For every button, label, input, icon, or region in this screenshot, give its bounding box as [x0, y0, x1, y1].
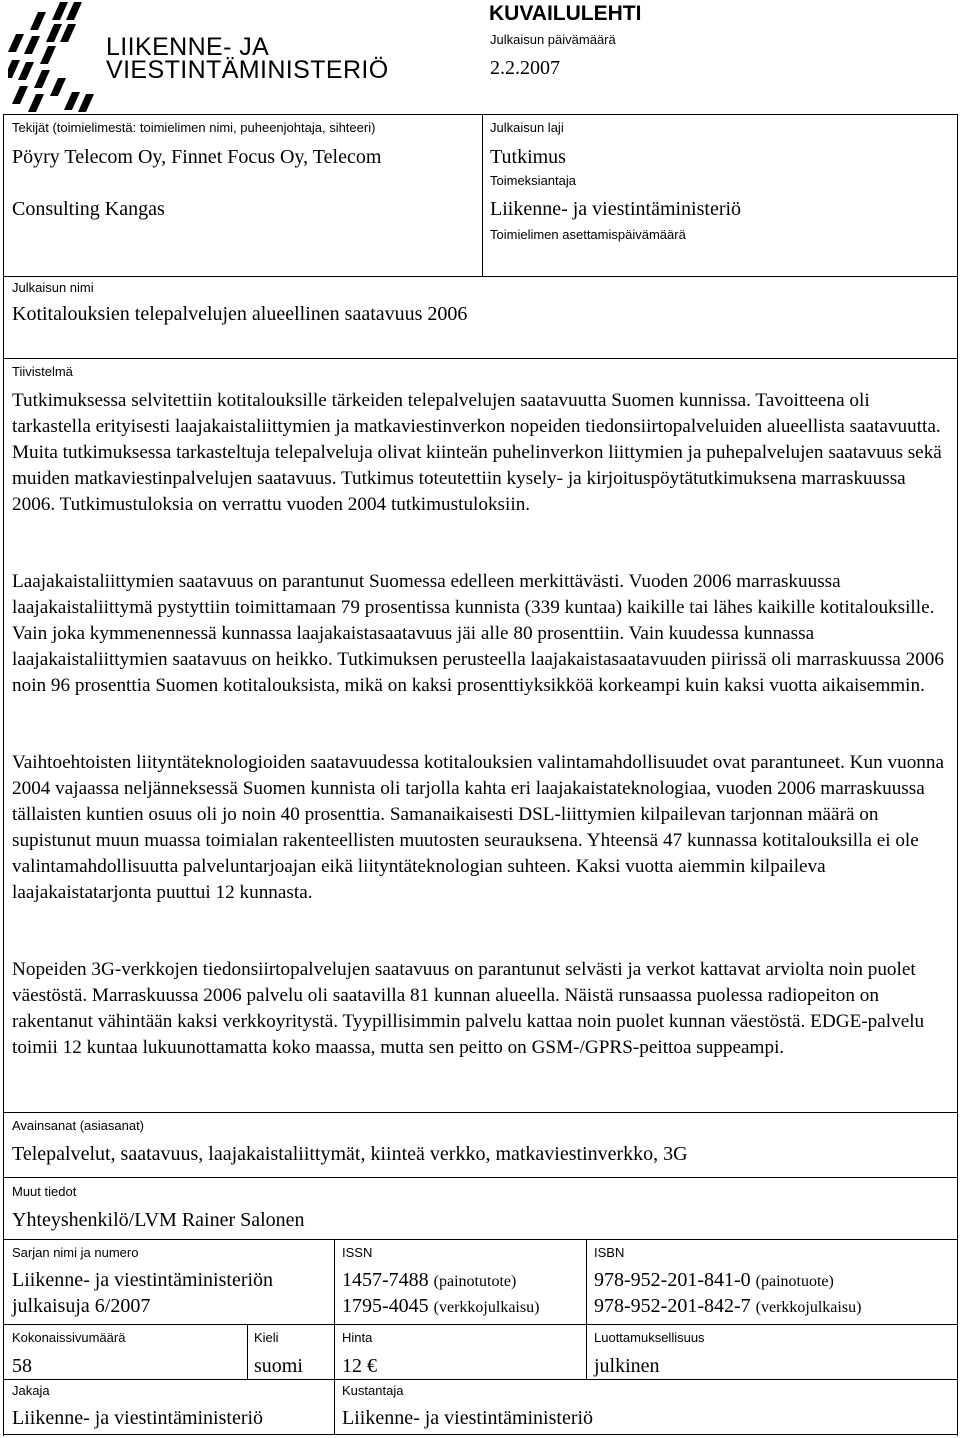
- divider-col-language: [247, 1324, 248, 1379]
- page-count-label: Kokonaissivumäärä: [12, 1330, 126, 1345]
- issn-print-note: (painotutote): [433, 1273, 517, 1290]
- establishment-date-label: Toimielimen asettamispäivämäärä: [490, 227, 686, 242]
- divider-after-authors: [3, 276, 957, 277]
- divider-after-other: [3, 1239, 957, 1240]
- divider-after-title: [3, 358, 957, 359]
- isbn-print-note: (painotuote): [755, 1273, 834, 1290]
- authors-label: Tekijät (toimielimestä: toimielimen nimi, puheenjohtaja, sihteeri): [12, 120, 376, 135]
- divider-after-series: [3, 1324, 957, 1325]
- divider-authors-col: [482, 114, 483, 276]
- abstract-paragraph-1: Tutkimuksessa selvitettiin kotitalouksille tärkeiden telepalvelujen saatavuutta Suomen kunnissa. Tavoitteena oli tarkastella erityisesti laajakaistaliittymien ja matkaviestinverkon nopeiden tiedonsiirtopalveluiden alueellista saatavuutta. Muita tutkimuksessa tarkasteltuja telepalveluja olivat kiinteän puhelinverkon liittymien ja puhepalvelujen saatavuus sekä muiden matkaviestinpalvelujen saatavuus. Tutkimus toteutettiin kysely- ja kirjoituspöytätutkimuksena marraskuussa 2006. Tutkimustuloksia on verrattu vuoden 2004 tutkimustuloksiin.: [12, 390, 942, 515]
- page-count-value: 58: [12, 1355, 32, 1377]
- publication-name-value: Kotitalouksien telepalvelujen alueellinen saatavuus 2006: [12, 303, 468, 325]
- issn-web-note: (verkkojulkaisu): [433, 1299, 540, 1316]
- series-line1: Liikenne- ja viestintäministeriön: [12, 1269, 274, 1291]
- series-line2: julkaisuja 6/2007: [12, 1295, 151, 1317]
- issn-line2: [342, 1294, 539, 1320]
- logo-emblem-icon: [8, 0, 103, 112]
- divider-col-isbn: [586, 1239, 587, 1379]
- abstract-paragraph-2: Laajakaistaliittymien saatavuus on parantunut Suomessa edelleen merkittävästi. Vuoden 2006 marraskuussa laajakaistaliittymä pystyttiin toimittamaan 79 prosentissa kunnista (339 kuntaa) kaikille tai lähes kaikille kotitalouksille. Vain joka kymmenennessä kunnassa laajakaistasaatavuus jäi alle 80 prosenttiin. Vain kuudessa kunnassa laajakaistaliittymien saatavuus on heikko. Tutkimuksen perusteella laajakaistasaatavuuden piirissä oli marraskuussa 2006 noin 96 prosenttia Suomen kotitalouksista, mikä on kaksi prosenttiyksikköä korkeampi kuin kaksi vuotta aikaisemmin.: [12, 571, 944, 696]
- confidentiality-label: Luottamuksellisuus: [594, 1330, 705, 1345]
- ministry-logo: [8, 0, 468, 112]
- commissioner-value: Liikenne- ja viestintäministeriö: [490, 198, 742, 220]
- document-type-title: KUVAILULEHTI: [489, 2, 642, 25]
- publication-name-label: Julkaisun nimi: [12, 280, 94, 295]
- language-value: suomi: [254, 1355, 303, 1377]
- frame-bottom: [3, 1434, 957, 1435]
- language-label: Kieli: [254, 1330, 279, 1345]
- price-value: 12 €: [342, 1355, 377, 1377]
- authors-line2: Consulting Kangas: [12, 198, 165, 220]
- isbn-line2: [594, 1294, 861, 1320]
- confidentiality-value: julkinen: [594, 1355, 660, 1377]
- keywords-label: Avainsanat (asiasanat): [12, 1118, 145, 1133]
- publication-date-value: 2.2.2007: [490, 57, 560, 79]
- divider-after-abstract: [3, 1112, 957, 1113]
- isbn-line1: [594, 1268, 834, 1294]
- frame-left: [3, 114, 4, 1436]
- divider-after-pages: [3, 1379, 957, 1380]
- isbn-web-note: (verkkojulkaisu): [755, 1299, 862, 1316]
- isbn-print-number: 978-952-201-841-0: [594, 1269, 751, 1291]
- isbn-label: ISBN: [594, 1245, 625, 1260]
- distributor-label: Jakaja: [12, 1383, 50, 1398]
- issn-web-number: 1795-4045: [342, 1295, 429, 1317]
- isbn-web-number: 978-952-201-842-7: [594, 1295, 751, 1317]
- abstract-paragraph-3: Vaihtoehtoisten liityntäteknologioiden saatavuudessa kotitalouksien valintamahdollisuudet ovat parantuneet. Kun vuonna 2004 vajaassa neljänneksessä Suomen kunnista oli tarjolla kahta eri laajakaistateknologiaa, vuoden 2006 marraskuussa tällaisten kuntien osuus oli jo noin 40 prosenttia. Samanaikaisesti DSL-liittymien kilpailevan tarjonnan määrä on supistunut muun muassa toimialan rakenteellisten muutosten seurauksena. Yhteensä 47 kunnassa kotitalouksilla ei ole valintamahdollisuutta palveluntarjoajan eikä liityntäteknologian suhteen. Kaksi vuotta aiemmin kilpaileva laajakaistatarjonta puuttui 12 kunnasta.: [12, 752, 944, 903]
- keywords-value: Telepalvelut, saatavuus, laajakaistaliittymät, kiinteä verkko, matkaviestinverkko, 3G: [12, 1143, 688, 1165]
- publication-type-label: Julkaisun laji: [490, 120, 564, 135]
- frame-right: [957, 114, 958, 1436]
- divider-after-keywords: [3, 1177, 957, 1178]
- commissioner-label: Toimeksiantaja: [490, 173, 576, 188]
- publisher-value: Liikenne- ja viestintäministeriö: [342, 1407, 594, 1429]
- series-label: Sarjan nimi ja numero: [12, 1245, 139, 1260]
- publisher-label: Kustantaja: [342, 1383, 404, 1398]
- authors-line1: Pöyry Telecom Oy, Finnet Focus Oy, Telecom: [12, 146, 382, 168]
- publication-type-value: Tutkimus: [490, 146, 566, 168]
- price-label: Hinta: [342, 1330, 373, 1345]
- issn-line1: [342, 1268, 516, 1294]
- distributor-value: Liikenne- ja viestintäministeriö: [12, 1407, 264, 1429]
- other-info-value: Yhteyshenkilö/LVM Rainer Salonen: [12, 1209, 305, 1231]
- logo-text-line1: LIIKENNE- JA: [106, 33, 270, 61]
- divider-top: [3, 114, 957, 115]
- abstract-paragraph-4: Nopeiden 3G-verkkojen tiedonsiirtopalvelujen saatavuus on parantunut selvästi ja verkot kattavat arviolta noin puolet väestöstä. Marraskuussa 2006 palvelu oli saatavilla 81 kunnan alueella. Näistä runsaassa puolessa radiopeiton on rakentanut vähintään kaksi verkkoyritystä. Tyypillisimmin palvelu kattaa noin puolet kunnan väestöstä. EDGE-palvelu toimii 12 kuntaa lukuunottamatta koko maassa, mutta sen peitto on GSM-/GPRS-peittoa suppeampi.: [12, 959, 925, 1058]
- issn-print-number: 1457-7488: [342, 1269, 429, 1291]
- issn-label: ISSN: [342, 1245, 373, 1260]
- logo-text-line2: VIESTINTÄMINISTERIÖ: [106, 56, 389, 84]
- publication-date-label: Julkaisun päivämäärä: [490, 32, 616, 47]
- other-info-label: Muut tiedot: [12, 1184, 77, 1199]
- divider-col-issn: [334, 1239, 335, 1434]
- abstract-label: Tiivistelmä: [12, 364, 73, 379]
